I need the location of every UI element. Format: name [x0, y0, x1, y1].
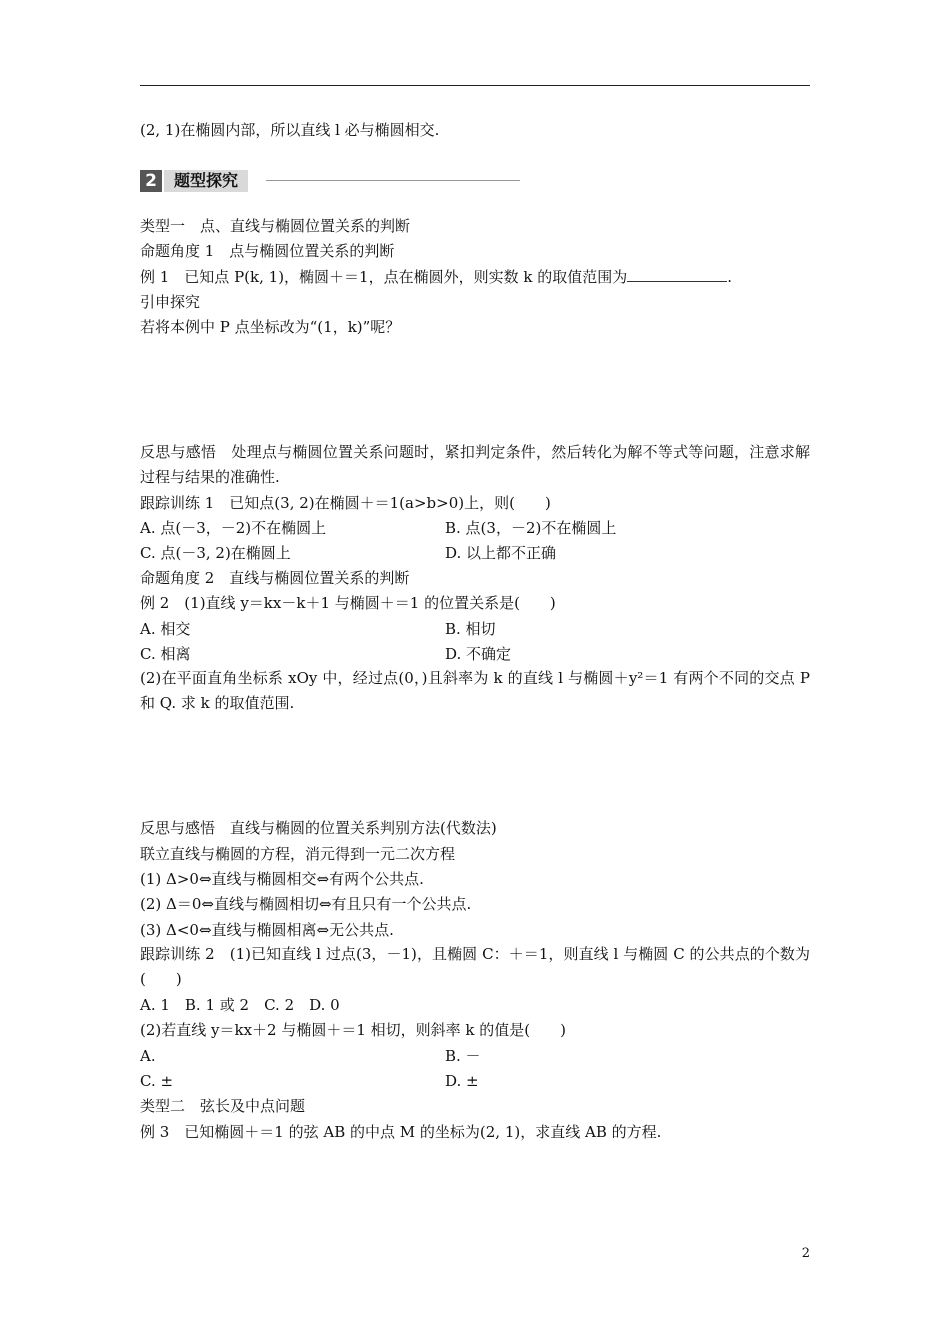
option-a: A.	[140, 1047, 156, 1065]
type-heading: 类型一 点、直线与椭圆位置关系的判断	[140, 217, 411, 235]
practice-2-part-2: (2)若直线 y＝kx＋2 与椭圆＋＝1 相切，则斜率 k 的值是( )	[140, 1021, 566, 1039]
example-1	[140, 267, 732, 287]
reflection-2: 反思与感悟 直线与椭圆的位置关系判别方法(代数法)	[140, 819, 497, 837]
header-rule	[140, 85, 810, 86]
example-1-text: 例 1 已知点 P(k, 1)，椭圆＋＝1，点在椭圆外，则实数 k 的取值范围为	[140, 268, 628, 286]
criterion-3: (3) Δ<0⇔直线与椭圆相离⇔无公共点.	[140, 921, 394, 939]
text-line: (2, 1)在椭圆内部，所以直线 l 必与椭圆相交.	[140, 121, 440, 139]
practice-1: 跟踪训练 1 已知点(3, 2)在椭圆＋＝1(a>b>0)上，则( )	[140, 494, 551, 512]
practice-2: 跟踪训练 2 (1)已知直线 l 过点(3，－1)，且椭圆 C：＋＝1，则直线 l 与椭圆 C 的公共点的个数为( )	[140, 945, 810, 988]
angle-heading: 命题角度 2 直线与椭圆位置关系的判断	[140, 569, 410, 587]
example-1-end: .	[727, 268, 732, 286]
option-d: D. 以上都不正确	[445, 544, 557, 562]
section-header	[140, 170, 520, 192]
section-number: 2	[140, 170, 162, 192]
option-c: C. 相离	[140, 645, 191, 663]
text-line: 联立直线与椭圆的方程，消元得到一元二次方程	[140, 845, 456, 863]
option-d: D. 不确定	[445, 645, 512, 663]
option-c: C. ±	[140, 1072, 174, 1090]
option-a: A. 相交	[140, 620, 191, 638]
option-b: B. 相切	[445, 620, 496, 638]
type-heading: 类型二 弦长及中点问题	[140, 1097, 306, 1115]
reflection-1: 反思与感悟 处理点与椭圆位置关系问题时，紧扣判定条件，然后转化为解不等式等问题，注意求解过程与结果的准确性.	[140, 443, 810, 486]
section-title: 题型探究	[164, 170, 248, 192]
option-d: D. ±	[445, 1072, 479, 1090]
extension-heading: 引申探究	[140, 293, 201, 311]
options-row	[140, 518, 810, 538]
options-row	[140, 1071, 810, 1091]
option-a: A. 点(－3，－2)不在椭圆上	[140, 519, 327, 537]
options-row	[140, 543, 810, 563]
example-2: 例 2 (1)直线 y＝kx－k＋1 与椭圆＋＝1 的位置关系是( )	[140, 594, 556, 612]
extension-question: 若将本例中 P 点坐标改为“(1，k)”呢？	[140, 318, 401, 336]
options-inline: A. 1 B. 1 或 2 C. 2 D. 0	[140, 996, 340, 1014]
options-row	[140, 619, 810, 639]
option-b: B. 点(3，－2)不在椭圆上	[445, 519, 617, 537]
section-rule	[266, 180, 520, 181]
answer-blank	[627, 267, 727, 282]
criterion-1: (1) Δ>0⇔直线与椭圆相交⇔有两个公共点.	[140, 870, 424, 888]
example-3: 例 3 已知椭圆＋＝1 的弦 AB 的中点 M 的坐标为(2, 1)，求直线 AB 的方程.	[140, 1123, 662, 1141]
criterion-2: (2) Δ＝0⇔直线与椭圆相切⇔有且只有一个公共点.	[140, 895, 472, 913]
option-b: B. －	[445, 1047, 481, 1065]
angle-heading: 命题角度 1 点与椭圆位置关系的判断	[140, 242, 395, 260]
options-row	[140, 1046, 810, 1066]
example-2-part-2: (2)在平面直角坐标系 xOy 中，经过点(0，)且斜率为 k 的直线 l 与椭圆＋y²＝1 有两个不同的交点 P 和 Q. 求 k 的取值范围.	[140, 669, 810, 712]
options-row	[140, 644, 810, 664]
page-number: 2	[801, 1246, 810, 1261]
option-c: C. 点(－3, 2)在椭圆上	[140, 544, 291, 562]
